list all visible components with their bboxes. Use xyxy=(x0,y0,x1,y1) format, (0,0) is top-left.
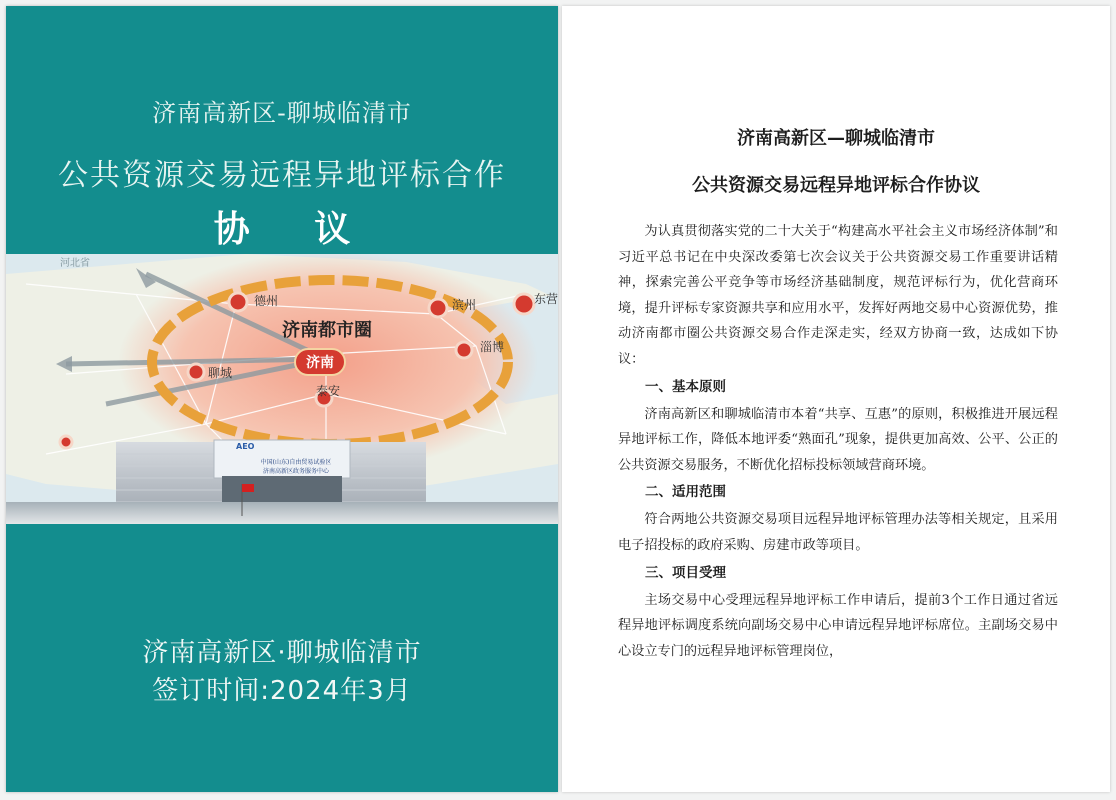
building-sign-line1: 中国(山东)自由贸易试验区 xyxy=(260,459,332,466)
map-label-metro-circle: 济南都市圈 xyxy=(282,320,372,341)
cover-title-line2: 公共资源交易远程异地评标合作 xyxy=(58,158,506,193)
map-label-jinan: 济南 xyxy=(294,348,346,376)
building-sign xyxy=(228,458,364,476)
cover-sign-date: 签订时间:2024年3月 xyxy=(152,676,412,706)
agreement-body xyxy=(618,219,1058,664)
building-logo: AEO xyxy=(236,442,255,451)
map-label-taian: 泰安 xyxy=(316,384,341,398)
map-label-binzhou: 滨州 xyxy=(452,298,477,312)
section1-text: 济南高新区和聊城临清市本着“共享、互惠”的原则，积极推进开展远程异地评标工作，降低本地评委“熟面孔”现象，提供更加高效、公平、公正的公共资源交易服务，不断优化招标投标领域营商环境。 xyxy=(618,406,1058,473)
cover-parties: 济南高新区·聊城临清市 xyxy=(142,638,422,668)
section1-heading: 一、基本原则 xyxy=(645,378,726,395)
agreement-page xyxy=(562,6,1110,792)
section3-heading: 三、项目受理 xyxy=(645,564,726,581)
map-label-liaocheng: 聊城 xyxy=(208,366,233,380)
agreement-intro: 为认真贯彻落实党的二十大关于“构建高水平社会主义市场经济体制”和习近平总书记在中央深改委第七次会议关于公共资源交易工作重要讲话精神，探索完善公平竞争等市场经济基础制度，规范评标行为，优化营商环境，提升评标专家资源共享和应用水平，发挥好两地交易中心资源优势，推动济南都市圈公共资源交易合作走深走实，经双方协商一致，达成如下协议： xyxy=(618,224,1058,367)
map-graphic xyxy=(6,254,558,524)
section2-text: 符合两地公共资源交易项目远程异地评标管理办法等相关规定，且采用电子招投标的政府采购、房建市政等项目。 xyxy=(618,512,1058,553)
metro-area-map xyxy=(6,254,558,524)
map-label-dezhou: 德州 xyxy=(254,294,279,308)
building-sign-line2: 济南高新区政务服务中心 xyxy=(262,468,329,475)
map-label-province: 河北省 xyxy=(60,258,90,269)
cover-title-line1: 济南高新区-聊城临清市 xyxy=(152,99,412,127)
agreement-title-line1: 济南高新区—聊城临清市 xyxy=(737,128,935,149)
cover-page xyxy=(6,6,558,792)
cover-title-line3: 协 议 xyxy=(213,209,377,250)
section3-text: 主场交易中心受理远程异地评标工作申请后，提前3个工作日通过省远程异地评标调度系统向副场交易中心申请远程异地评标席位。主副场交易中心设立专门的远程异地评标管理岗位， xyxy=(618,592,1058,659)
map-label-dongying: 东营 xyxy=(534,292,558,306)
map-label-zibo: 淄博 xyxy=(480,340,505,354)
section2-heading: 二、适用范围 xyxy=(645,484,726,501)
agreement-title-line2: 公共资源交易远程异地评标合作协议 xyxy=(692,175,980,196)
